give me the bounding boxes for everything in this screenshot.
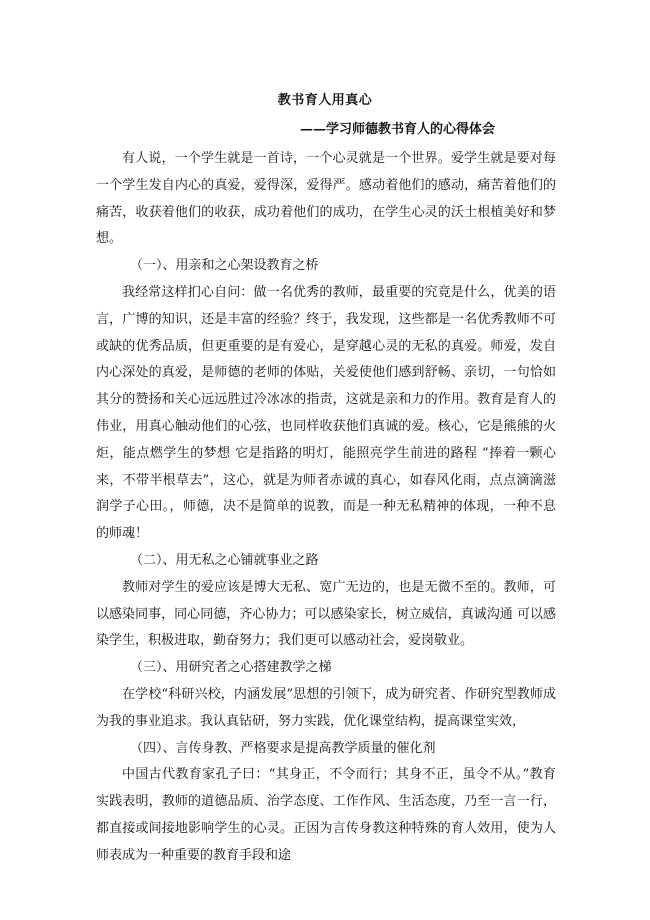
paragraph: 我经常这样扪心自问：做一名优秀的教师，最重要的究竟是什么，优美的语言，广博的知识，还是丰富的经验？终于，我发现，这些都是一名优秀教师不可或缺的优秀品质，但更重要的是有爱心，是穿越心灵的无私的真爱。师爱，发自内心深处的真爱，是师德的老师的体贴，关爱使他们感到舒畅、亲切，一句恰如其分的赞扬和关心远远胜过冷冰冰的指责，这就是亲和力的作用。教育是育人的伟业，用真心触动他们的心弦，也同样收获他们真诚的爱。核心，它是熊熊的火炬，能点燃学生的梦想 它是指路的明灯，能照亮学生前进的路程 “捧着一颗心来，不带半根草去”，这心，就是为师者赤诚的真心，如春风化雨，点点滴滴滋润学子心田。，师德，决不是简单的说教，而是一种无私精神的体现，一种不息的师魂！ [96,284,556,542]
document-body [96,146,556,870]
section-heading: （四）、言传身教、严格要求是提高教学质量的催化剂 [130,740,436,756]
section-heading: （二）、用无私之心铺就事业之路 [130,552,319,568]
paragraph: 在学校“科研兴校，内涵发展”思想的引领下，成为研究者、作研究型教师成为我的事业追求。我认真钻研，努力实践，优化课堂结构，提高课堂实效， [96,686,556,729]
section-heading: （三）、用研究者之心搭建教学之梯 [130,660,332,676]
document-title: 教书育人用真心 [277,93,373,108]
paragraph: 中国古代教育家孔子曰：“其身正，不令而行；其身不正，虽令不从。”教育实践表明，教师的道德品质、治学态度、工作作风、生活态度，乃至一言一行，都直接或间接地影响学生的心灵。正因为言传身教这种特殊的育人效用，使为人师表成为一种重要的教育手段和途 [96,767,556,863]
section-heading: （一）、用亲和之心架设教育之桥 [130,258,319,274]
document-subtitle: ——学习师德教书育人的心得体会 [300,122,496,137]
paragraph: 教师对学生的爱应该是博大无私、宽广无边的，也是无微不至的。教师，可以感染同事，同心同德，齐心协力；可以感染家长，树立威信，真诚沟通 可以感染学生，积极进取，勤奋努力；我们更可以感动社会，爱岗敬业。 [96,579,556,649]
paragraph: 有人说，一个学生就是一首诗，一个心灵就是一个世界。爱学生就是要对每一个学生发自内心的真爱，爱得深，爱得严。感动着他们的感动，痛苦着他们的痛苦，收获着他们的收获，成功着他们的成功，在学生心灵的沃土根植美好和梦想。 [96,151,556,247]
